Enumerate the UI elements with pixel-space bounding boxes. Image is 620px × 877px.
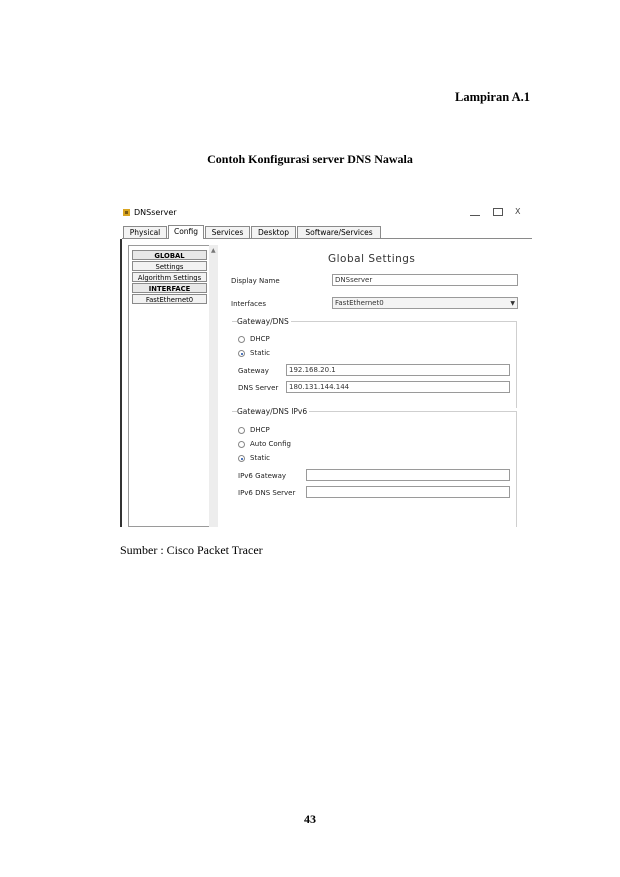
- dhcp-label: DHCP: [250, 335, 270, 343]
- ipv6-auto-config-label: Auto Config: [250, 440, 291, 448]
- scroll-up-icon[interactable]: ▲: [211, 247, 216, 254]
- sidebar-item-algorithm-settings[interactable]: Algorithm Settings: [132, 272, 207, 282]
- page-number: 43: [304, 812, 316, 826]
- interfaces-label: Interfaces: [231, 300, 266, 308]
- sidebar-header-interface[interactable]: INTERFACE: [132, 283, 207, 293]
- tab-services[interactable]: Services: [205, 226, 250, 238]
- appendix-label: Lampiran A.1: [454, 90, 530, 104]
- close-icon[interactable]: X: [515, 207, 521, 216]
- static-label: Static: [250, 349, 271, 357]
- tab-physical[interactable]: Physical: [123, 226, 167, 238]
- ipv6-auto-config-radio[interactable]: [238, 441, 245, 448]
- tab-desktop[interactable]: Desktop: [251, 226, 296, 238]
- server-app-icon: [122, 208, 131, 217]
- interfaces-select[interactable]: [332, 297, 518, 309]
- ipv6-dhcp-radio[interactable]: [238, 427, 245, 434]
- gateway-dns-ipv6-title: Gateway/DNS IPv6: [237, 407, 308, 416]
- global-settings-title: Global Settings: [328, 253, 416, 265]
- window-left-border: [120, 239, 122, 527]
- dns-server-label: DNS Server: [238, 384, 279, 392]
- tab-software-services[interactable]: Software/Services: [297, 226, 381, 238]
- static-radio[interactable]: [238, 350, 245, 357]
- maximize-icon[interactable]: [493, 208, 503, 216]
- display-name-input[interactable]: DNSserver: [332, 274, 518, 286]
- figure-source: Sumber : Cisco Packet Tracer: [120, 543, 263, 557]
- figure-caption: Contoh Konfigurasi server DNS Nawala: [207, 152, 413, 166]
- ipv6-gateway-input[interactable]: [306, 469, 510, 481]
- sidebar-header-global[interactable]: GLOBAL: [132, 250, 207, 260]
- interfaces-select-value: FastEthernet0: [335, 299, 384, 307]
- window-titlebar: [120, 203, 532, 223]
- ipv6-static-radio[interactable]: [238, 455, 245, 462]
- config-sidebar: [128, 245, 210, 527]
- display-name-label: Display Name: [231, 277, 280, 285]
- sidebar-item-settings[interactable]: Settings: [132, 261, 207, 271]
- packet-tracer-window: [120, 203, 532, 527]
- ipv6-dns-server-label: IPv6 DNS Server: [238, 489, 296, 497]
- gateway-label: Gateway: [238, 367, 269, 375]
- ipv6-static-label: Static: [250, 454, 271, 462]
- ipv6-gateway-label: IPv6 Gateway: [238, 472, 287, 480]
- window-title: DNSserver: [134, 208, 177, 217]
- sidebar-item-fastethernet0[interactable]: FastEthernet0: [132, 294, 207, 304]
- tab-config[interactable]: Config: [168, 225, 204, 239]
- tab-bar: [122, 225, 532, 239]
- gateway-dns-title: Gateway/DNS: [237, 317, 289, 326]
- chevron-down-icon: ▼: [510, 300, 515, 307]
- ipv6-dns-server-input[interactable]: [306, 486, 510, 498]
- dhcp-radio[interactable]: [238, 336, 245, 343]
- ipv6-dhcp-label: DHCP: [250, 426, 270, 434]
- dns-server-input[interactable]: 180.131.144.144: [286, 381, 510, 393]
- gateway-input[interactable]: 192.168.20.1: [286, 364, 510, 376]
- minimize-icon[interactable]: [470, 207, 480, 216]
- sidebar-scrollbar[interactable]: [209, 245, 218, 527]
